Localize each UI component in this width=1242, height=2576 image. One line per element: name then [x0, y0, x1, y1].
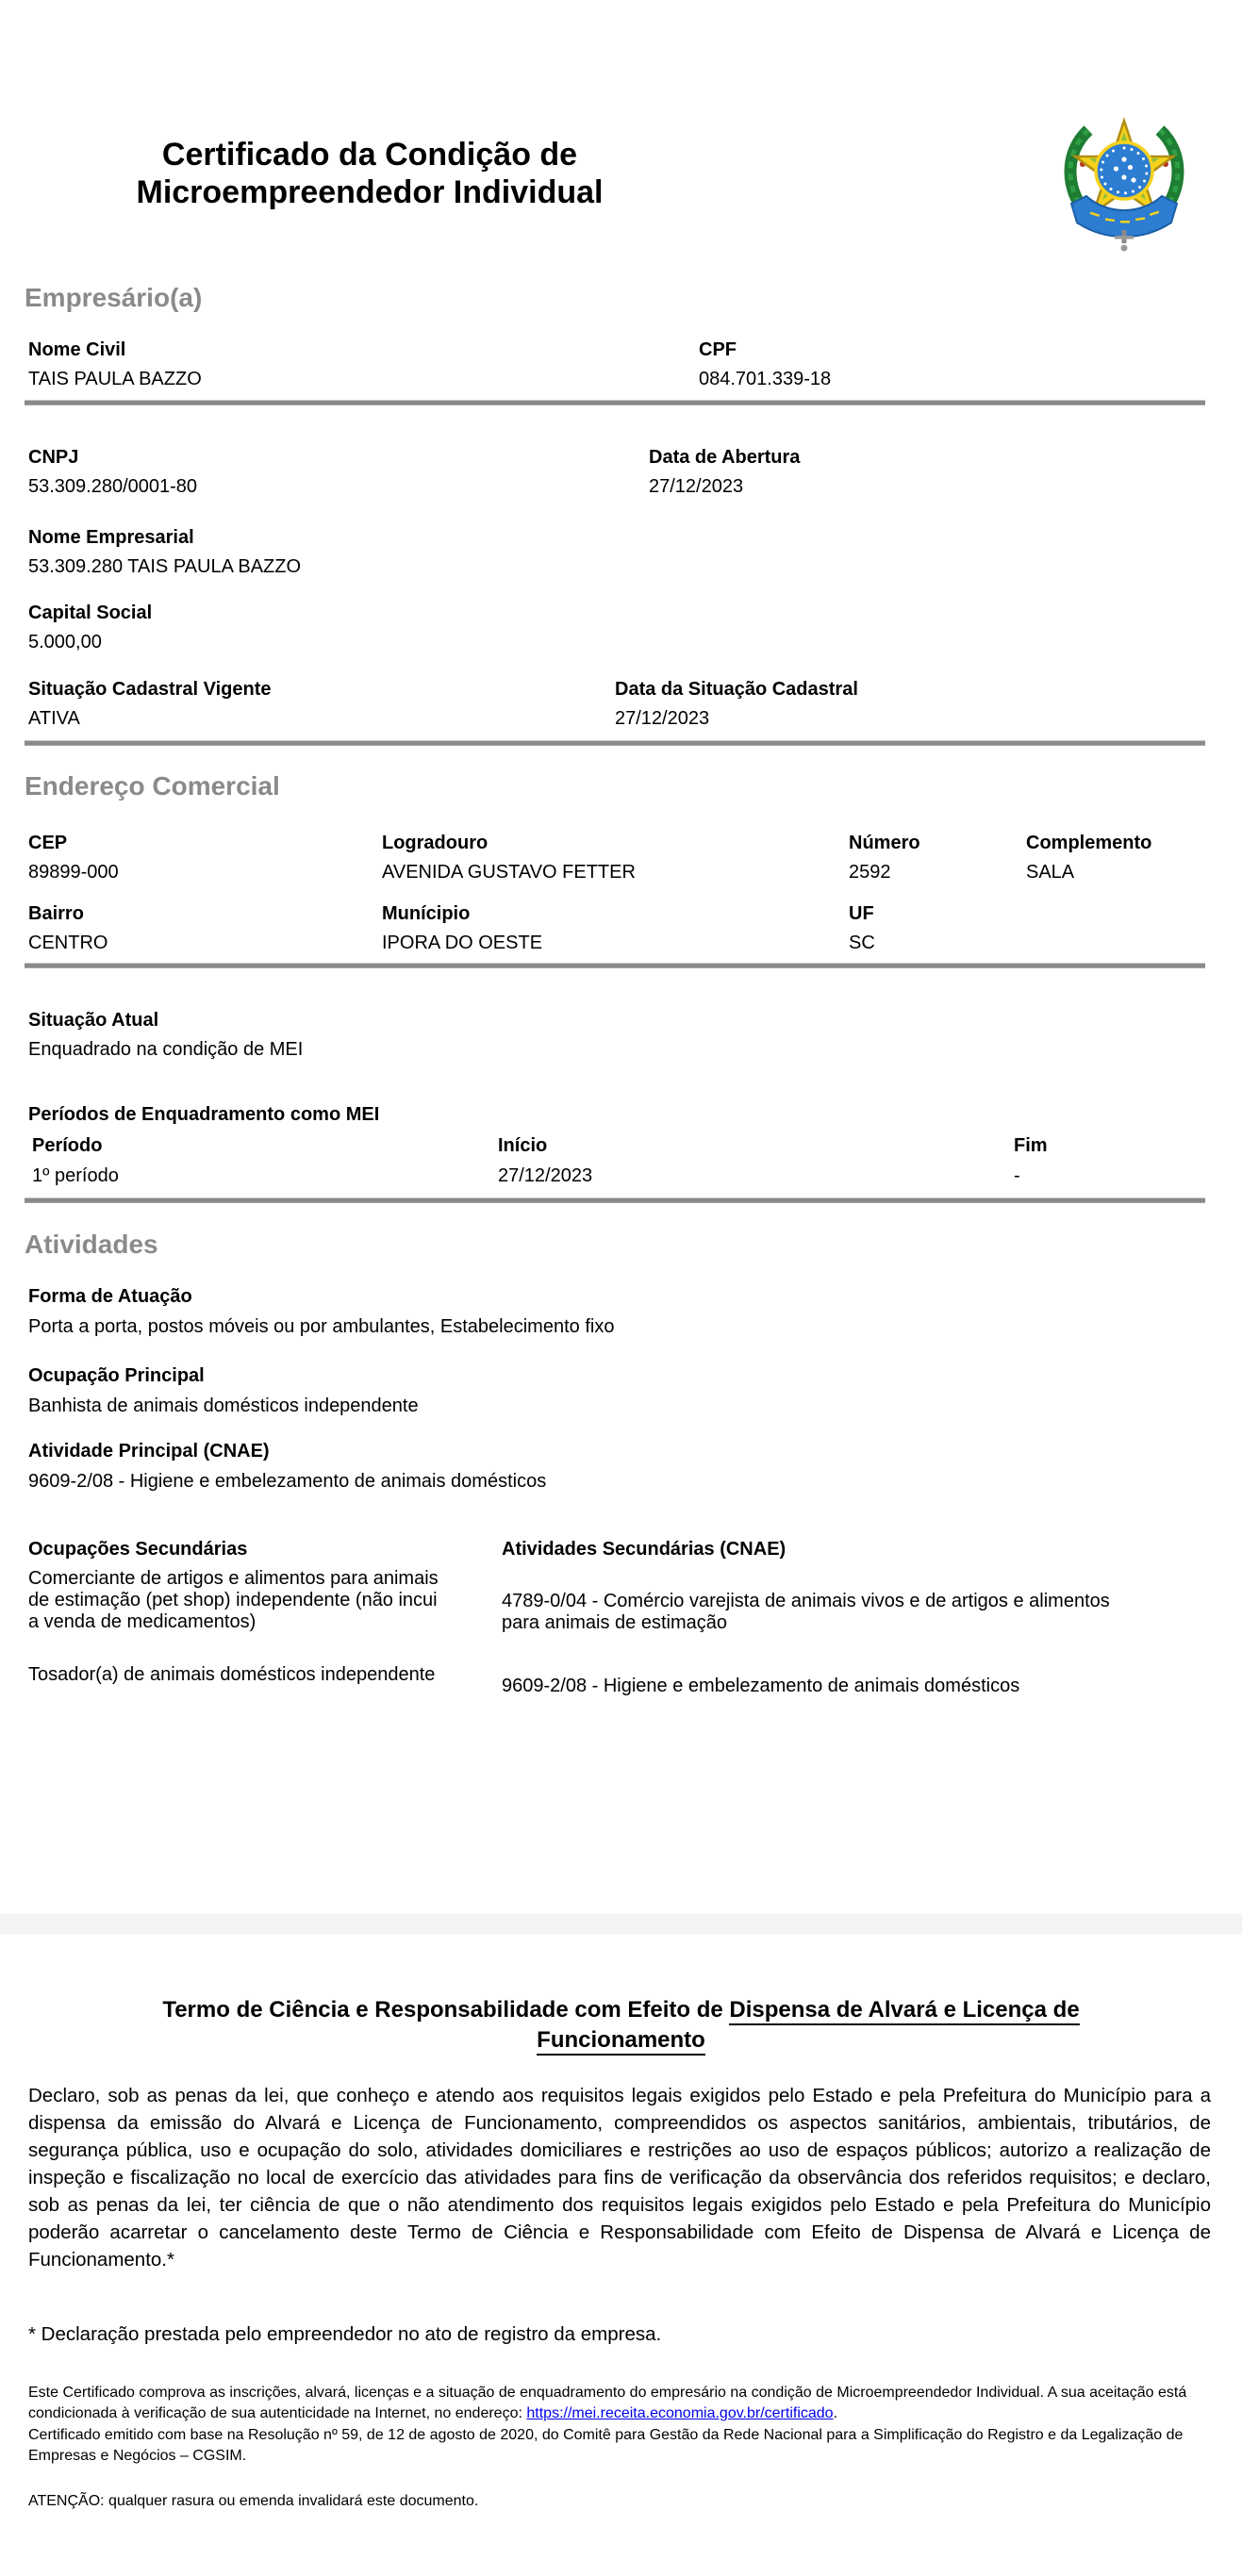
situacao-cadastral-value: ATIVA [28, 708, 80, 729]
ocupacao-secundaria-item: Comerciante de artigos e alimentos para animais de estimação (pet shop) independente (não incui a venda de medicamentos) [28, 1568, 439, 1632]
footer-certificate-note [28, 2383, 1213, 2424]
brazil-coat-of-arms-icon [1058, 98, 1190, 255]
cnpj-label: CNPJ [28, 447, 79, 468]
capital-social-label: Capital Social [28, 603, 153, 623]
numero-value: 2592 [849, 862, 891, 883]
section-heading-empresario: Empresário(a) [25, 283, 203, 312]
footer-attention-note: ATENÇÃO: qualquer rasura ou emenda invalidará este documento. [28, 2493, 479, 2509]
bairro-value: CENTRO [28, 933, 108, 953]
ocupacao-principal-value: Banhista de animais domésticos independente [28, 1395, 419, 1416]
cnpj-value: 53.309.280/0001-80 [28, 476, 198, 497]
page-title-line2: Microempreendedor Individual [136, 174, 604, 210]
logradouro-value: AVENIDA GUSTAVO FETTER [382, 862, 636, 883]
nome-civil-label: Nome Civil [28, 339, 126, 360]
page-break-band [0, 1914, 1242, 1934]
municipio-label: Munícipio [382, 903, 471, 924]
cep-label: CEP [28, 833, 68, 853]
page-title [28, 136, 711, 211]
section-divider [25, 740, 1205, 746]
bairro-label: Bairro [28, 903, 84, 924]
cep-value: 89899-000 [28, 862, 119, 883]
numero-label: Número [849, 833, 920, 853]
footer-note-period: . [833, 2405, 838, 2421]
periodo-row-periodo: 1º período [32, 1165, 119, 1186]
atividade-principal-value: 9609-2/08 - Higiene e embelezamento de animais domésticos [28, 1471, 547, 1492]
forma-atuacao-label: Forma de Atuação [28, 1286, 192, 1307]
termo-title-prefix: Termo de Ciência e Responsabilidade com Efeito de [162, 1997, 730, 2023]
situacao-atual-value: Enquadrado na condição de MEI [28, 1039, 304, 1060]
atividade-secundaria-item: 4789-0/04 - Comércio varejista de animais vivos e de artigos e alimentos para animais de estimação [502, 1591, 1110, 1633]
termo-footnote: * Declaração prestada pelo empreendedor no ato de registro da empresa. [28, 2323, 662, 2345]
ocupacao-principal-label: Ocupação Principal [28, 1365, 205, 1386]
footer-resolution-note: Certificado emitido com base na Resolução nº 59, de 12 de agosto de 2020, do Comitê para Gestão da Rede Nacional para a Simplificação do Registro e da Legalização de Empresas e Negócios – CGSIM. [28, 2427, 1184, 2464]
section-divider [25, 1197, 1205, 1203]
complemento-label: Complemento [1026, 833, 1152, 853]
atividade-secundaria-item: 9609-2/08 - Higiene e embelezamento de animais domésticos [502, 1676, 1020, 1696]
periodos-col-periodo: Período [32, 1135, 103, 1156]
uf-value: SC [849, 933, 875, 953]
nome-civil-value: TAIS PAULA BAZZO [28, 369, 202, 389]
logradouro-label: Logradouro [382, 833, 489, 853]
termo-title [30, 1995, 1212, 2056]
section-divider [25, 963, 1205, 968]
nome-empresarial-value: 53.309.280 TAIS PAULA BAZZO [28, 556, 302, 577]
uf-label: UF [849, 903, 874, 924]
periodos-col-inicio: Início [498, 1135, 548, 1156]
atividades-secundarias-label: Atividades Secundárias (CNAE) [502, 1539, 787, 1560]
situacao-cadastral-label: Situação Cadastral Vigente [28, 679, 272, 700]
section-heading-endereco: Endereço Comercial [25, 771, 280, 801]
capital-social-value: 5.000,00 [28, 632, 102, 652]
cpf-label: CPF [699, 339, 737, 360]
data-situacao-label: Data da Situação Cadastral [615, 679, 858, 700]
certificate-verification-link[interactable]: https://mei.receita.economia.gov.br/certificado [526, 2405, 834, 2421]
periodos-col-fim: Fim [1014, 1135, 1048, 1156]
footer-note-text: Este Certificado comprova as inscrições, alvará, licenças e a situação de enquadramento do empresário na condição de Microempreendedor Individual. A sua aceitação está condicionada à verificação de sua autenticidade na Internet, no endereço: [28, 2385, 1187, 2421]
section-heading-atividades: Atividades [25, 1230, 158, 1259]
nome-empresarial-label: Nome Empresarial [28, 527, 194, 548]
periodo-row-fim: - [1014, 1165, 1020, 1186]
termo-declaration-paragraph: Declaro, sob as penas da lei, que conheço e atendo aos requisitos legais exigidos pelo Estado e pela Prefeitura do Município para a dispensa da emissão do Alvará e Licença de Funcionamento, compreendidos os aspectos sanitários, ambientais, tributários, de segurança pública, uso e ocupação do solo, atividades domiciliares e restrições ao uso de espaços públicos; autorizo a realização de inspeção e fiscalização no local de exercício das atividades para fins de verificação da observância dos referidos requisitos; e declaro, sob as penas da lei, ter ciência de que o não atendimento dos requisitos legais exigidos pelo Estado e pela Prefeitura do Município poderão acarretar o cancelamento deste Termo de Ciência e Responsabilidade com Efeito de Dispensa de Alvará e Licença de Funcionamento.* [28, 2085, 1211, 2271]
data-abertura-label: Data de Abertura [649, 447, 801, 468]
termo-title-underlined-1: Dispensa de Alvará e Licença de [729, 1997, 1079, 2025]
municipio-value: IPORA DO OESTE [382, 933, 543, 953]
complemento-value: SALA [1026, 862, 1075, 883]
page-title-line1: Certificado da Condição de [161, 137, 578, 173]
termo-title-underlined-2: Funcionamento [537, 2027, 705, 2056]
atividade-principal-label: Atividade Principal (CNAE) [28, 1441, 270, 1461]
section-divider [25, 400, 1205, 405]
periodos-heading: Períodos de Enquadramento como MEI [28, 1104, 380, 1125]
situacao-atual-label: Situação Atual [28, 1010, 159, 1031]
data-situacao-value: 27/12/2023 [615, 708, 710, 729]
periodo-row-inicio: 27/12/2023 [498, 1165, 593, 1186]
forma-atuacao-value: Porta a porta, postos móveis ou por ambulantes, Estabelecimento fixo [28, 1316, 615, 1337]
data-abertura-value: 27/12/2023 [649, 476, 744, 497]
ocupacao-secundaria-item: Tosador(a) de animais domésticos independente [28, 1664, 436, 1685]
ocupacoes-secundarias-label: Ocupações Secundárias [28, 1539, 248, 1560]
cpf-value: 084.701.339-18 [699, 369, 832, 389]
